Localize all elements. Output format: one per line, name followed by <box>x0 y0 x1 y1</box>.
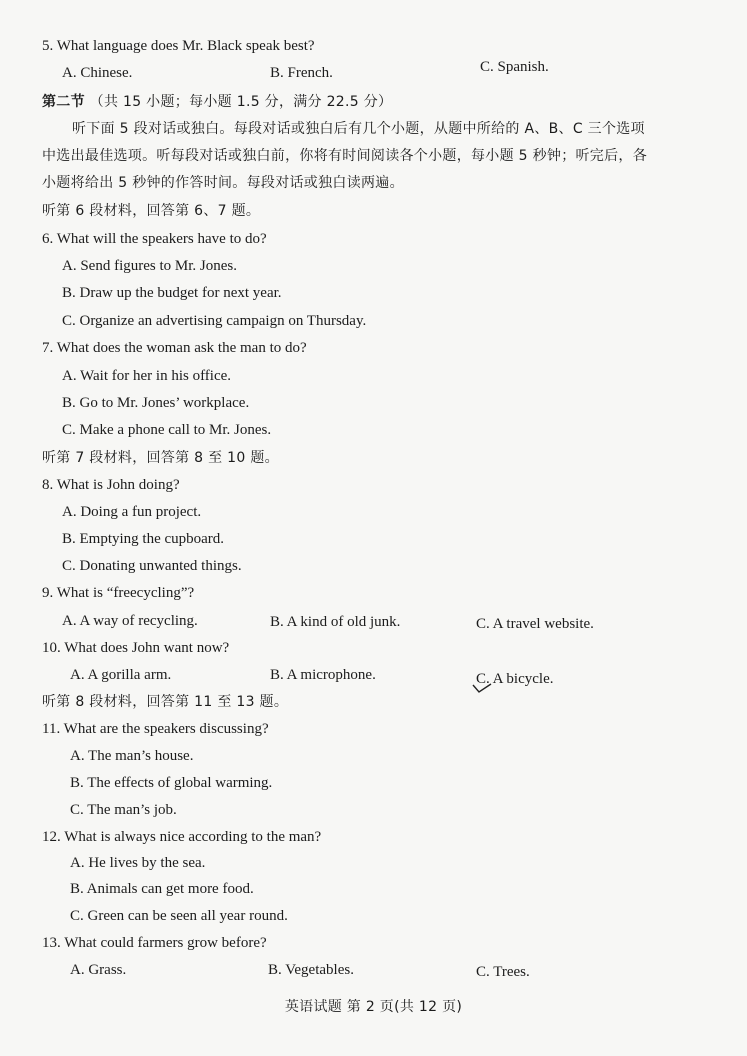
question-12: 12. What is always nice according to the man? <box>42 829 322 845</box>
q12-option-b: B. Animals can get more food. <box>70 881 254 897</box>
q9-option-b: B. A kind of old junk. <box>270 614 401 630</box>
q8-option-a: A. Doing a fun project. <box>62 504 202 520</box>
q6-option-b: B. Draw up the budget for next year. <box>62 285 282 301</box>
question-8: 8. What is John doing? <box>42 477 180 493</box>
section-2-instructions-line-1: 听下面 5 段对话或独白。每段对话或独白后有几个小题，从题中所给的 A、B、C 三个选项 <box>72 121 645 137</box>
question-9: 9. What is “freecycling”? <box>42 585 195 601</box>
q9-option-c: C. A travel website. <box>476 616 594 632</box>
section-2-instructions-line-3: 小题将给出 5 秒钟的作答时间。每段对话或独白读两遍。 <box>42 175 404 191</box>
question-5: 5. What language does Mr. Black speak best? <box>42 38 315 54</box>
checkmark-icon <box>472 683 492 693</box>
q10-option-b: B. A microphone. <box>270 667 376 683</box>
q11-option-a: A. The man’s house. <box>70 748 194 764</box>
question-11: 11. What are the speakers discussing? <box>42 721 269 737</box>
passage-6-heading: 听第 6 段材料，回答第 6、7 题。 <box>42 203 261 219</box>
passage-7-heading: 听第 7 段材料，回答第 8 至 10 题。 <box>42 450 279 466</box>
section-2-title: 第二节 <box>42 94 85 110</box>
q13-option-a: A. Grass. <box>70 962 127 978</box>
q9-option-a: A. A way of recycling. <box>62 613 198 629</box>
page-footer: 英语试题 第 2 页(共 12 页) <box>284 999 463 1015</box>
section-2-header <box>42 92 392 112</box>
q5-option-b: B. French. <box>270 65 333 81</box>
question-10: 10. What does John want now? <box>42 640 230 656</box>
q11-option-b: B. The effects of global warming. <box>70 775 273 791</box>
q13-option-c: C. Trees. <box>476 964 530 980</box>
question-6: 6. What will the speakers have to do? <box>42 231 267 247</box>
q8-option-c: C. Donating unwanted things. <box>62 558 242 574</box>
q11-option-c: C. The man’s job. <box>70 802 177 818</box>
q6-option-a: A. Send figures to Mr. Jones. <box>62 258 237 274</box>
q10-option-a: A. A gorilla arm. <box>70 667 172 683</box>
q7-option-b: B. Go to Mr. Jones’ workplace. <box>62 395 250 411</box>
q5-option-a: A. Chinese. <box>62 65 133 81</box>
q12-option-a: A. He lives by the sea. <box>70 855 206 871</box>
question-7: 7. What does the woman ask the man to do? <box>42 340 307 356</box>
passage-8-heading: 听第 8 段材料，回答第 11 至 13 题。 <box>42 694 289 710</box>
q5-option-c: C. Spanish. <box>480 59 549 75</box>
q12-option-c: C. Green can be seen all year round. <box>70 908 288 924</box>
q7-option-c: C. Make a phone call to Mr. Jones. <box>62 422 272 438</box>
q8-option-b: B. Emptying the cupboard. <box>62 531 225 547</box>
q6-option-c: C. Organize an advertising campaign on Thursday. <box>62 313 367 329</box>
question-13: 13. What could farmers grow before? <box>42 935 267 951</box>
q7-option-a: A. Wait for her in his office. <box>62 368 232 384</box>
section-2-instructions-line-2: 中选出最佳选项。听每段对话或独白前，你将有时间阅读各个小题，每小题 5 秒钟；听完后，各 <box>42 148 648 164</box>
q10-option-c: C. A bicycle. <box>476 671 554 687</box>
q13-option-b: B. Vegetables. <box>268 962 354 978</box>
section-2-scoring: （共 15 小题；每小题 1.5 分，满分 22.5 分） <box>89 94 393 110</box>
